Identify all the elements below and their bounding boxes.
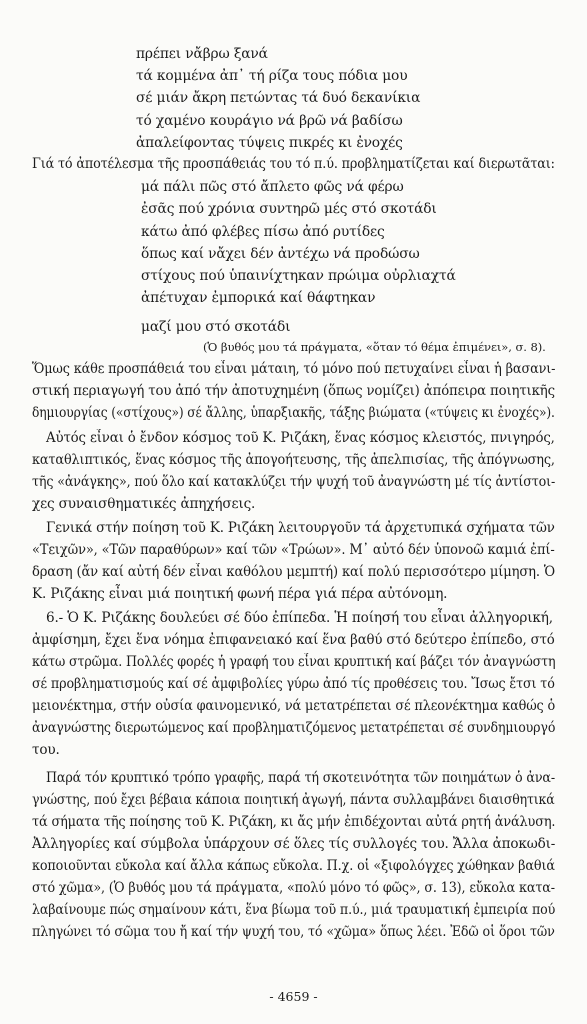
paragraph-line: σέ προβληματισμούς καί σέ ἀμφιβολίες γύρω ἀπό τίς προθέσεις του. Ἴσως ἔτσι τό bbox=[32, 676, 555, 692]
poem1-line: τό χαμένο κουράγιο νά βρῶ νά βαδίσω bbox=[136, 113, 403, 129]
poem2-line: μαζί μου στό σκοτάδι bbox=[141, 319, 291, 335]
paragraph-line: ἀμφίσημη, ἔχει ἕνα νόημα ἐπιφανειακό καί ἕνα βαθύ στό δεύτερο ἐπίπεδο, στό bbox=[32, 632, 555, 648]
paragraph-line: χες συναισθηματικές ἀπηχήσεις. bbox=[32, 496, 256, 512]
paragraph-line: στική περιαγωγή του ἀπό τήν ἀποτυχημένη (ὅπως νομίζει) ἀπόπειρα ποιητικῆς bbox=[32, 383, 555, 399]
poem1-line: ἀπαλείφοντας τύψεις πικρές κι ἐνοχές bbox=[136, 135, 403, 151]
poem2-line: ἐσᾶς πού χρόνια συντηρῶ μές στό σκοτάδι bbox=[141, 201, 437, 217]
paragraph-line: καταθλιπτικός, ἕνας κόσμος τῆς ἀπογοήτευσης, τῆς ἀπελπισίας, τῆς ἀπόγνωσης, bbox=[32, 452, 555, 468]
poem2-line: ἀπέτυχαν ἐμπορικά καί θάφτηκαν bbox=[141, 290, 376, 306]
paragraph-line: Ἀλληγορίες καί σύμβολα ὑπάρχουν σέ ὅλες τίς συλλογές του. Ἄλλα ἀποκωδι- bbox=[32, 836, 556, 852]
paragraph-line: «Τειχῶν», «Τῶν παραθύρων» καί τῶν «Τρώων». Μ᾿ αὐτό δέν ὑπονοῶ καμιά ἐπί- bbox=[32, 542, 555, 558]
poem2-line: μά πάλι πῶς στό ἄπλετο φῶς νά φέρω bbox=[141, 179, 404, 195]
poem1-line: σέ μιάν ἄκρη πετώντας τά δυό δεκανίκια bbox=[136, 90, 421, 106]
poem2-line: κάτω ἀπό φλέβες πίσω ἀπό ρυτίδες bbox=[141, 224, 385, 240]
paragraph-line: λαβαίνουμε πώς σημαίνουν κάτι, ἕνα βίωμα τοῦ π.ύ., μιά τραυματική ἐμπειρία πού bbox=[32, 902, 556, 918]
paragraph-line: κοποιοῦνται εὔκολα καί ἄλλα κάπως εὔκολα. Π.χ. οἱ «ξιφολόγχες χώθηκαν βαθιά bbox=[32, 858, 555, 874]
paragraph-line: Γενικά στήν ποίηση τοῦ Κ. Ριζάκη λειτουργοῦν τά ἀρχετυπικά σχήματα τῶν bbox=[46, 520, 555, 536]
paragraph-line: Αὐτός εἶναι ὁ ἔνδον κόσμος τοῦ Κ. Ριζάκη, ἕνας κόσμος κλειστός, πνιγηρός, bbox=[46, 430, 555, 446]
paragraph-line: κάτω στρῶμα. Πολλές φορές ἡ γραφή του εἶναι κρυπτική καί βάζει τόν ἀναγνώστη bbox=[32, 654, 556, 670]
paragraph-line: πληγώνει τό σῶμα του ἤ καί τήν ψυχή του, τό «χῶμα» ὅπως λέει. Ἐδῶ οἱ ὅροι τῶν bbox=[32, 924, 555, 940]
paragraph-line: τῆς «ἀνάγκης», πού ὅλο καί κατακλύζει τήν ψυχή τοῦ ἀναγνώστη μέ τίς ἀντίστοι- bbox=[32, 474, 556, 490]
paragraph-line: μειονέκτημα, στήν οὐσία φαινομενικό, νά μετατρέπεται σέ πλεονέκτημα καθώς ὁ bbox=[32, 698, 556, 714]
citation-reference: (Ὁ βυθός μου τά πράγματα, «ὅταν τό θέμα ἐπιμένει», σ. 8). bbox=[203, 340, 546, 354]
poem1-line: πρέπει νἄβρω ξανά bbox=[136, 46, 268, 62]
paragraph-line: δημιουργίας («στίχους») σέ ἄλλης, ὑπαρξιακῆς, τάξης βιώματα («τύψεις κι ἐνοχές»). bbox=[32, 405, 555, 421]
page-number: - 4659 - bbox=[269, 989, 318, 1004]
paragraph-line: Ὅμως κάθε προσπάθειά του εἶναι μάταιη, τό μόνο πού πετυχαίνει εἶναι ἡ βασανι- bbox=[32, 361, 556, 377]
intro-line: Γιά τό ἀποτέλεσμα τῆς προσπάθειάς του τό π.ύ. προβληματίζεται καί διερωτᾶται: bbox=[32, 156, 555, 172]
paragraph-line: 6.- Ὁ Κ. Ριζάκης δουλεύει σέ δύο ἐπίπεδα. Ἡ ποίησή του εἶναι ἀλληγορική, bbox=[46, 610, 553, 626]
paragraph-line: Κ. Ριζάκης εἶναι μιά ποιητική φωνή πέρα γιά πέρα αὐτόνομη. bbox=[32, 586, 448, 602]
paragraph-line: στό χῶμα», (Ὁ βυθός μου τά πράγματα, «πολύ μόνο τό φῶς», σ. 13), εὔκολα κατα- bbox=[32, 880, 555, 896]
paragraph-line: ἀναγνώστης διερωτώμενος καί προβληματιζόμενος μετατρέπεται σέ συνδημιουργό bbox=[32, 720, 556, 736]
poem1-line: τά κομμένα ἀπ᾿ τή ρίζα τους πόδια μου bbox=[136, 68, 408, 84]
poem2-line: ὅπως καί νἄχει δέν ἀντέχω νά προδώσω bbox=[141, 246, 420, 262]
paragraph-line: του. bbox=[32, 742, 60, 758]
poem2-line: στίχους πού ὑπαινίχτηκαν πρώιμα οὐρλιαχτά bbox=[141, 268, 456, 284]
paragraph-line: γνώστης, πού ἔχει βέβαια κάποια ποιητική ἀγωγή, πάντα συλλαμβάνει διαισθητικά bbox=[32, 792, 555, 808]
paragraph-line: Παρά τόν κρυπτικό τρόπο γραφῆς, παρά τή σκοτεινότητα τῶν ποιημάτων ὁ ἀνα- bbox=[46, 770, 556, 786]
paragraph-line: τά σήματα τῆς ποίησης τοῦ Κ. Ριζάκη, κι ἄς μήν ἐπιδέχονται αὐτά ρητή ἀνάλυση. bbox=[32, 814, 556, 830]
paragraph-line: δραση (ἄν καί αὐτή δέν εἶναι καθόλου μεμπτή) καί πολύ περισσότερο μίμηση. Ὁ bbox=[32, 564, 555, 580]
